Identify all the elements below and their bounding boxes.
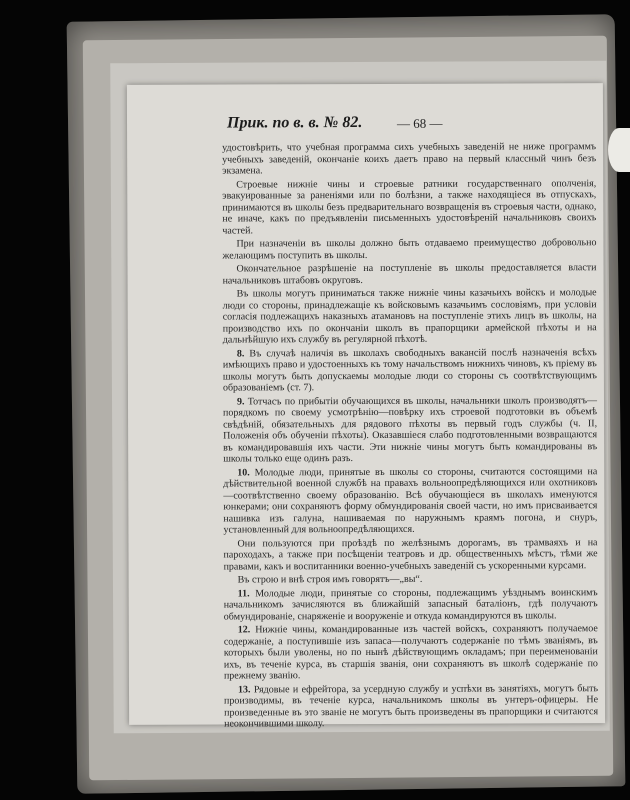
paragraph-number: 10. — [237, 466, 250, 478]
paragraph — [224, 587, 598, 623]
paragraph — [224, 623, 598, 682]
paragraph-text: Въ случаѣ наличія въ школахъ свободныхъ вакансій послѣ назначенія всѣхъ имѣющихъ право и удостоенныхъ къ тому начальствомъ нижнихъ чиновъ, къ пріему въ школы могутъ быть допускаемы молодые люди со стороны съ соотвѣтствующимъ образованіемъ (ст. 7). — [222, 346, 597, 394]
paragraph-text: Въ школы могутъ приниматься также нижніе чины казачьихъ войскъ и молодые люди со стороны, принадлежащіе къ войсковымъ казачьимъ сословіямъ, при условіи согласія подлежащихъ наказныхъ атамановъ на поступленіе этихъ лицъ въ школы, на производство ихъ по окончаніи школъ въ прапорщики армейской пѣхоты и на дальнѣйшую ихъ службу въ регулярной пѣхотѣ. — [222, 287, 597, 346]
paragraph — [222, 237, 596, 261]
paragraph-text: Молодые люди, принятые въ школы со стороны, считаются состоящими на дѣйствительной военной службѣ на правахъ вольноопредѣляющихся или охотниковъ—соотвѣтственно своему образованію. Всѣ обучающіеся въ школахъ именуются юнкерами; они сохраняютъ форму обмундированія своей части, но имъ присваивается нашивка изъ галуна, нашиваемая по наружнымъ краямъ погона, и снуръ, установленный для вольноопредѣляющихся. — [223, 465, 598, 536]
paragraph — [223, 287, 597, 346]
paragraph-text: Рядовые и ефрейтора, за усердную службу и успѣхи въ занятіяхъ, могутъ быть производимы, въ теченіе курса, начальникомъ школы въ унтеръ-офицеры. Не произведенные въ это званіе не могутъ быть произведены въ прапорщики и считаются неокончившими школу. — [224, 682, 599, 730]
paragraph — [222, 141, 596, 177]
paragraph-number: 9. — [236, 395, 245, 407]
paragraph-number: 8. — [236, 347, 245, 359]
paragraph — [223, 466, 597, 536]
paragraph-number: 13. — [237, 683, 251, 695]
paragraph — [223, 537, 597, 573]
paragraph-number: 12. — [237, 624, 251, 636]
paragraph-text: Тотчасъ по прибытіи обучающихся въ школы, начальники школъ производятъ—порядкомъ по своему усмотрѣнію—повѣрку ихъ строевой подготовки въ объемѣ свѣдѣній, обязательныхъ для рядового пѣхоты въ первый годъ службы (ч. II, Положенія объ обученіи пѣхоты). Оказавшіеся слабо подготовленными возвращаются въ командировавшія ихъ части. Эти нижніе чины могутъ быть командированы въ школы только еще одинъ разъ. — [223, 394, 598, 465]
paragraph-text: Окончательное разрѣшеніе на поступленіе въ школы предоставляется власти начальниковъ штабовъ округовъ. — [222, 262, 597, 286]
paragraph-text: Они пользуются при проѣздѣ по желѣзнымъ дорогамъ, въ трамваяхъ и на пароходахъ, а также при посѣщеніи театровъ и др. общественныхъ мѣстъ, тѣми же правами, какъ и воспитанники военно-учебныхъ заведеній съ ускоренными курсами. — [223, 536, 598, 572]
order-reference: Прик. по в. в. № 82. — [226, 114, 363, 132]
paragraph — [224, 573, 598, 586]
paragraph — [224, 683, 598, 730]
binder-clip — [608, 128, 630, 172]
page-header — [227, 113, 597, 134]
paragraph-text: При назначеніи въ школы должно быть отдаваемо преимущество добровольно желающимъ поступить въ школы. — [222, 237, 597, 262]
paragraph-text: удостовѣрить, что учебная программа сихъ учебныхъ заведеній не ниже программъ учебныхъ заведеній, окончаніе коихъ даетъ право на первый классный чинъ безъ экзамена. — [222, 141, 597, 177]
page-number: — 68 — — [396, 115, 443, 131]
document-body — [222, 141, 599, 730]
paragraph-number: 11. — [237, 587, 250, 599]
document-page — [127, 83, 605, 730]
paragraph — [223, 262, 597, 286]
paragraph — [222, 178, 596, 237]
paragraph-text: Строевые нижніе чины и строевые ратники государственнаго ополченія, эвакуированные за раненіями или по болѣзни, а также находящіеся въ отпускахъ, принимаются въ школы безъ предварительнаго возвращенія въ строевыя части, однако, не иначе, какъ по предъявленіи письменныхъ удостовѣреній начальниковъ своихъ частей. — [222, 177, 597, 237]
paragraph-text: Молодые люди, принятые со стороны, подлежащимъ уѣзднымъ воинскимъ начальникомъ зачисляются въ ближайшій запасный баталіонъ, гдѣ получаютъ обмундированіе, снаряженіе и вооруженіе и откуда командируются въ школы. — [223, 586, 598, 622]
paragraph — [223, 347, 597, 394]
paragraph-text: Нижніе чины, командированные изъ частей войскъ, сохраняютъ получаемое содержаніе, а поступившіе изъ запаса—получаютъ содержаніе по тѣмъ званіямъ, въ которыхъ были уволены, но по нынѣ дѣйствующимъ окладамъ; при переименованіи ихъ, въ теченіе курса, въ старшія званія, они сохраняютъ въ школѣ содержаніе по прежнему званію. — [223, 623, 598, 682]
paragraph — [223, 395, 597, 465]
paragraph-text: Въ строю и внѣ строя имъ говорятъ—„вы“. — [237, 573, 423, 586]
